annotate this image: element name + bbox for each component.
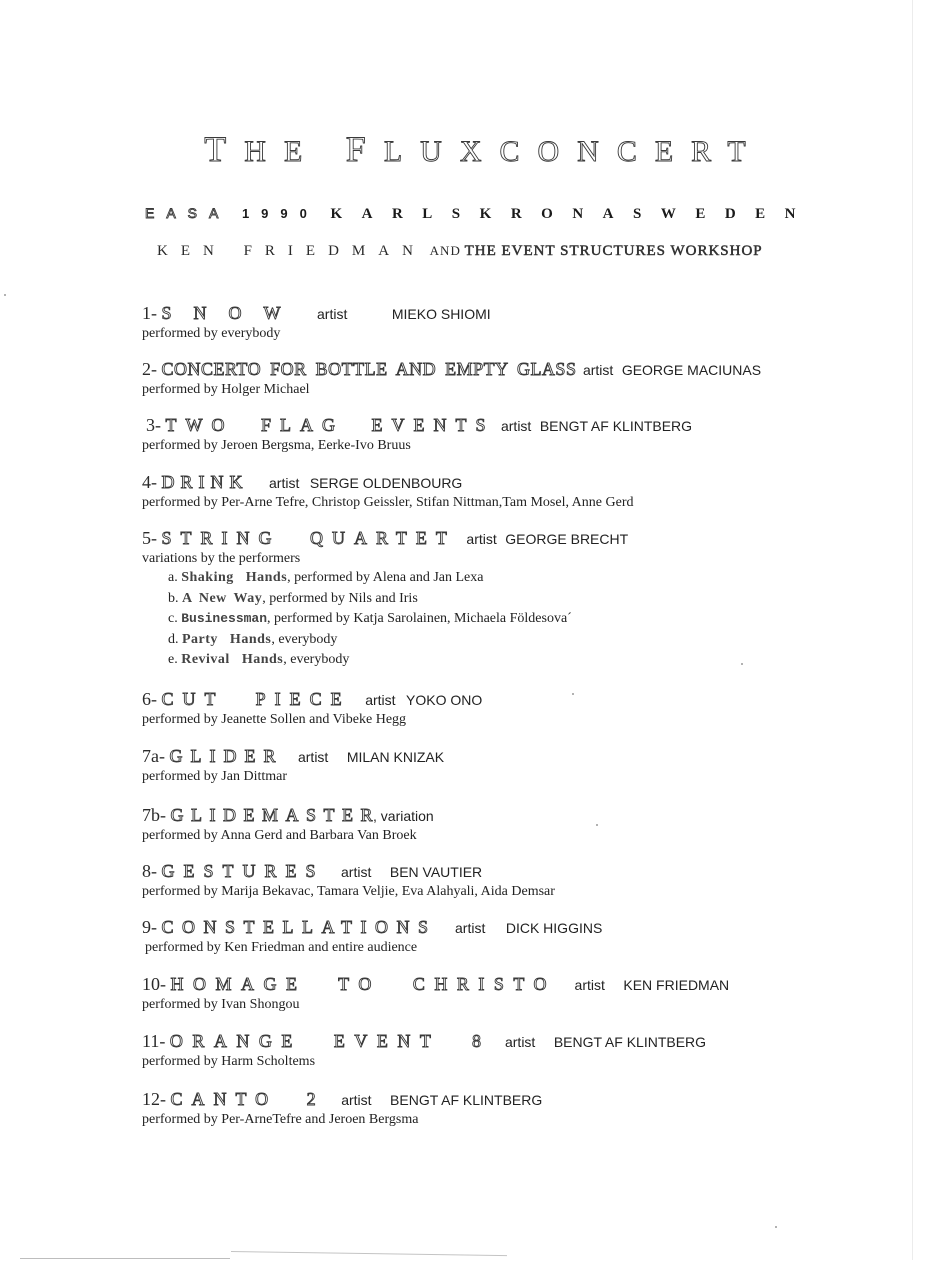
scan-speck bbox=[4, 294, 6, 296]
item-number: 5- bbox=[142, 528, 157, 548]
program-item bbox=[142, 527, 628, 671]
artist-label: artist bbox=[582, 362, 614, 378]
artist-name: YOKO ONO bbox=[406, 692, 483, 708]
artist-name: BENGT AF KLINTBERG bbox=[539, 418, 693, 434]
performers: performed by Jan Dittmar bbox=[142, 769, 288, 784]
item-number: 2- bbox=[142, 359, 157, 379]
item-number: 9- bbox=[142, 917, 157, 937]
artist-label: artist bbox=[574, 977, 605, 993]
piece-title: CANTO 2 bbox=[170, 1089, 325, 1109]
item-number: 1- bbox=[142, 303, 157, 323]
variation-item bbox=[168, 568, 628, 589]
variation-detail: , performed by Katja Sarolainen, Michaela Földesova´ bbox=[267, 611, 572, 627]
performers: performed by Harm Scholtems bbox=[142, 1054, 316, 1069]
program-item bbox=[142, 1088, 542, 1129]
org-name: EASA bbox=[145, 205, 231, 221]
item-number: 7a- bbox=[142, 746, 165, 766]
artist-name: GEORGE MACIUNAS bbox=[621, 362, 762, 378]
workshop-name: THE EVENT STRUCTURES WORKSHOP bbox=[464, 243, 763, 259]
variation-detail: , everybody bbox=[271, 631, 338, 647]
page-edge bbox=[231, 1251, 507, 1256]
piece-title: GLIDER bbox=[169, 746, 284, 766]
piece-title: HOMAGE TO CHRISTO bbox=[170, 974, 557, 994]
piece-title: TWO FLAG EVENTS bbox=[165, 415, 495, 435]
event-place: KARLSKRONASWEDEN bbox=[330, 206, 815, 222]
performers: performed by Jeroen Bergsma, Eerke-Ivo Bruus bbox=[142, 438, 411, 453]
host-name: KEN FRIEDMAN bbox=[157, 243, 426, 259]
artist-name: KEN FRIEDMAN bbox=[623, 977, 730, 993]
program-item bbox=[142, 302, 491, 343]
performers: performed by Ivan Shongou bbox=[142, 997, 300, 1012]
item-number: 8- bbox=[142, 861, 157, 881]
performers: performed by Per-Arne Tefre, Christop Geissler, Stifan Nittman,Tam Mosel, Anne Gerd bbox=[142, 495, 634, 510]
event-year: 1990 bbox=[241, 206, 319, 221]
program-item bbox=[142, 973, 729, 1014]
artist-label: artist bbox=[341, 864, 372, 880]
performers: performed by Marija Bekavac, Tamara Veljie, Eva Alahyali, Aida Demsar bbox=[142, 884, 555, 899]
item-number: 7b- bbox=[142, 805, 166, 825]
item-number: 11- bbox=[142, 1031, 166, 1051]
artist-name: DICK HIGGINS bbox=[505, 920, 603, 936]
artist-label: artist bbox=[365, 692, 396, 708]
variation-item bbox=[168, 650, 628, 671]
variation-title: Party Hands bbox=[182, 631, 272, 647]
variation-detail: , performed by Nils and Iris bbox=[262, 590, 418, 606]
program-item bbox=[142, 1030, 706, 1071]
program-item bbox=[142, 414, 693, 455]
title-initial: F bbox=[345, 129, 384, 169]
artist-label: artist bbox=[504, 1034, 536, 1050]
page-edge bbox=[912, 0, 913, 1260]
scan-speck bbox=[741, 663, 743, 665]
artist-label: artist bbox=[455, 920, 486, 936]
piece-title: GLIDEMASTER bbox=[170, 805, 380, 825]
item-number: 12- bbox=[142, 1089, 166, 1109]
scan-speck bbox=[596, 824, 598, 826]
artist-name: MILAN KNIZAK bbox=[346, 749, 445, 765]
piece-title: CONSTELLATIONS bbox=[161, 917, 437, 937]
artist-name: BEN VAUTIER bbox=[389, 864, 483, 880]
variation-item bbox=[168, 589, 628, 610]
piece-title: ORANGE EVENT 8 bbox=[169, 1031, 491, 1051]
artist-name: SERGE OLDENBOURG bbox=[309, 475, 463, 491]
artist-label: artist bbox=[317, 306, 348, 322]
piece-title: SNOW bbox=[161, 303, 303, 323]
variation-letter: e. bbox=[168, 652, 178, 668]
variations-list bbox=[168, 568, 628, 671]
performers: performed by Ken Friedman and entire audience bbox=[145, 940, 418, 955]
artist-label: artist bbox=[500, 418, 532, 434]
artist-label: artist bbox=[269, 475, 300, 491]
piece-title: GESTURES bbox=[161, 861, 325, 881]
variation-detail: , everybody bbox=[283, 652, 350, 668]
performers: performed by Per-ArneTefre and Jeroen Bergsma bbox=[142, 1112, 419, 1127]
program-item bbox=[142, 471, 634, 512]
scan-speck bbox=[775, 1226, 777, 1228]
variation-item bbox=[168, 630, 628, 651]
event-line bbox=[145, 205, 815, 223]
variation-item bbox=[168, 609, 628, 630]
workshop-line bbox=[157, 243, 797, 260]
program-item bbox=[142, 745, 444, 786]
artist-label: artist bbox=[341, 1092, 372, 1108]
item-number: 4- bbox=[142, 472, 157, 492]
item-number: 3- bbox=[146, 415, 161, 435]
performers: performed by everybody bbox=[142, 326, 281, 341]
title-word: HE bbox=[244, 135, 321, 168]
program-item bbox=[142, 860, 555, 901]
variation-letter: b. bbox=[168, 590, 179, 606]
program-item bbox=[142, 358, 761, 399]
performers: performed by Holger Michael bbox=[142, 382, 310, 397]
artist-name: BENGT AF KLINTBERG bbox=[390, 1092, 543, 1108]
connector-word: AND bbox=[429, 243, 461, 258]
variation-detail: , performed by Alena and Jan Lexa bbox=[287, 570, 484, 585]
piece-title: STRING QUARTET bbox=[161, 528, 456, 548]
piece-title: CONCERTO FOR BOTTLE AND EMPTY GLASS bbox=[161, 359, 577, 379]
variation-letter: c. bbox=[168, 611, 178, 627]
artist-name: GEORGE BRECHT bbox=[505, 531, 629, 547]
artist-label: artist bbox=[466, 531, 497, 547]
artist-label: artist bbox=[297, 749, 329, 765]
page-edge bbox=[20, 1258, 230, 1259]
performers: performed by Jeanette Sollen and Vibeke Hegg bbox=[142, 712, 407, 727]
scan-speck bbox=[572, 693, 574, 695]
program-item bbox=[142, 916, 602, 957]
piece-suffix: , variation bbox=[373, 808, 434, 824]
variation-letter: a. bbox=[168, 570, 178, 585]
piece-title: DRINK bbox=[161, 472, 249, 492]
performers: variations by the performers bbox=[142, 551, 301, 566]
title-initial: T bbox=[204, 129, 245, 169]
variation-title: Shaking Hands bbox=[181, 570, 288, 585]
item-number: 6- bbox=[142, 689, 157, 709]
variation-letter: d. bbox=[168, 631, 179, 647]
piece-title: CUT PIECE bbox=[161, 689, 351, 709]
artist-name: MIEKO SHIOMI bbox=[391, 306, 491, 322]
document-title bbox=[18, 128, 932, 170]
performers: performed by Anna Gerd and Barbara Van Broek bbox=[142, 828, 417, 843]
item-number: 10- bbox=[142, 974, 166, 994]
program-item bbox=[142, 688, 482, 729]
variation-title: A New Way bbox=[182, 590, 263, 606]
artist-name: BENGT AF KLINTBERG bbox=[553, 1034, 707, 1050]
variation-title: Businessman bbox=[181, 611, 268, 627]
variation-title: Revival Hands bbox=[181, 652, 284, 668]
title-word: LUXCONCERT bbox=[383, 135, 764, 168]
program-item bbox=[142, 804, 434, 845]
